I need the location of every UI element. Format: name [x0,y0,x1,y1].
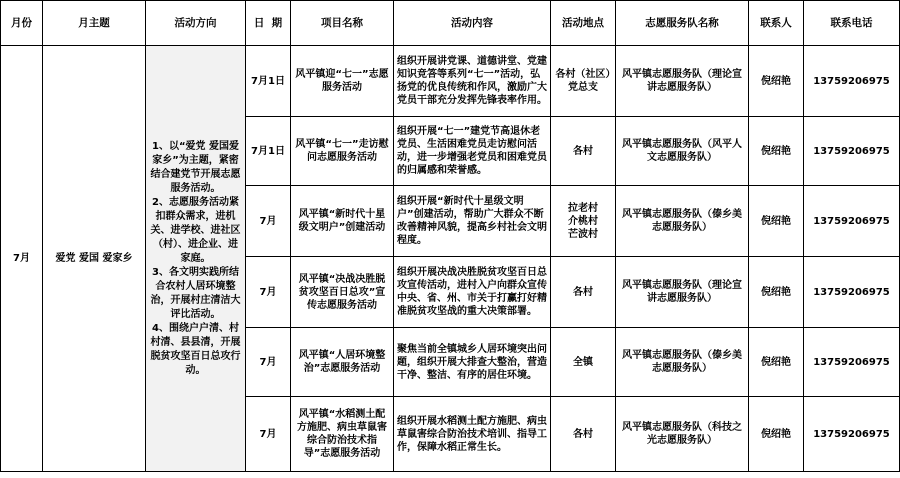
header-direction: 活动方向 [146,1,246,46]
header-location: 活动地点 [551,1,616,46]
location-cell: 拉老村 介桃村 芒波村 [551,186,616,257]
content-cell: 组织开展水稻测土配方施肥、病虫草鼠害综合防治技术培训、指导工作，保障水稻正常生长。 [394,397,551,472]
date-cell: 7月 [246,186,291,257]
phone-cell: 13759206975 [804,46,900,117]
project-cell: 风平镇“决战决胜脱贫攻坚百日总攻”宣传志愿服务活动 [291,257,394,328]
project-cell: 风平镇“七一”走访慰问志愿服务活动 [291,117,394,186]
project-cell: 风平镇“新时代十星级文明户”创建活动 [291,186,394,257]
direction-cell: 1、以“爱党 爱国爱家乡”为主题，紧密结合建党节开展志愿服务活动。 2、志愿服务活动紧扣群众需求，进机关、进学校、进社区（村）、进企业、进家庭。 3、各文明实践所结合农村人居环境整治，开展村庄清洁大评比活动。 4、围绕户户清、村村清、县县清，开展脱贫攻坚百日总攻行动。 [146,46,246,472]
location-cell: 全镇 [551,328,616,397]
project-cell: 风平镇迎“七一”志愿服务活动 [291,46,394,117]
header-month: 月份 [1,1,43,46]
location-cell: 各村 [551,397,616,472]
phone-cell: 13759206975 [804,117,900,186]
phone-cell: 13759206975 [804,397,900,472]
content-cell: 聚焦当前全镇城乡人居环境突出问题，组织开展大排查大整治，营造干净、整洁、有序的居住环境。 [394,328,551,397]
header-content: 活动内容 [394,1,551,46]
phone-cell: 13759206975 [804,186,900,257]
header-row [1,1,900,46]
location-cell: 各村 [551,257,616,328]
content-cell: 组织开展决战决胜脱贫攻坚百日总攻宣传活动，进村入户向群众宣传中央、省、州、市关于打赢打好精准脱贫攻坚战的重大决策部署。 [394,257,551,328]
date-cell: 7月 [246,328,291,397]
location-cell: 各村 [551,117,616,186]
date-cell: 7月1日 [246,117,291,186]
content-cell: 组织开展“七一”建党节高退休老党员、生活困难党员走访慰问活动，进一步增强老党员和困难党员的归属感和荣誉感。 [394,117,551,186]
theme-cell: 爱党 爱国 爱家乡 [43,46,146,472]
contact-cell: 倪绍艳 [749,117,804,186]
project-cell: 风平镇“人居环境整治”志愿服务活动 [291,328,394,397]
table-row [1,46,900,117]
team-cell: 风平镇志愿服务队（风平人文志愿服务队） [616,117,749,186]
contact-cell: 倪绍艳 [749,328,804,397]
location-cell: 各村（社区）党总支 [551,46,616,117]
team-cell: 风平镇志愿服务队（理论宣讲志愿服务队） [616,46,749,117]
date-cell: 7月 [246,397,291,472]
date-cell: 7月 [246,257,291,328]
phone-cell: 13759206975 [804,257,900,328]
project-cell: 风平镇“水稻测土配方施肥、病虫草鼠害综合防治技术指导”志愿服务活动 [291,397,394,472]
phone-cell: 13759206975 [804,328,900,397]
header-team: 志愿服务队名称 [616,1,749,46]
contact-cell: 倪绍艳 [749,186,804,257]
contact-cell: 倪绍艳 [749,397,804,472]
team-cell: 风平镇志愿服务队（科技之光志愿服务队） [616,397,749,472]
date-cell: 7月1日 [246,46,291,117]
header-phone: 联系电话 [804,1,900,46]
header-date: 日 期 [246,1,291,46]
team-cell: 风平镇志愿服务队（傣乡美志愿服务队） [616,186,749,257]
header-project: 项目名称 [291,1,394,46]
header-contact: 联系人 [749,1,804,46]
team-cell: 风平镇志愿服务队（傣乡美志愿服务队） [616,328,749,397]
month-cell: 7月 [1,46,43,472]
content-cell: 组织开展“新时代十星级文明户”创建活动，帮助广大群众不断改善精神风貌，提高乡村社会文明程度。 [394,186,551,257]
team-cell: 风平镇志愿服务队（理论宣讲志愿服务队） [616,257,749,328]
header-theme: 月主题 [43,1,146,46]
contact-cell: 倪绍艳 [749,257,804,328]
content-cell: 组织开展讲党课、道德讲堂、党建知识竞答等系列“七一”活动，弘扬党的优良传统和作风，激励广大党员干部充分发挥先锋表率作用。 [394,46,551,117]
contact-cell: 倪绍艳 [749,46,804,117]
